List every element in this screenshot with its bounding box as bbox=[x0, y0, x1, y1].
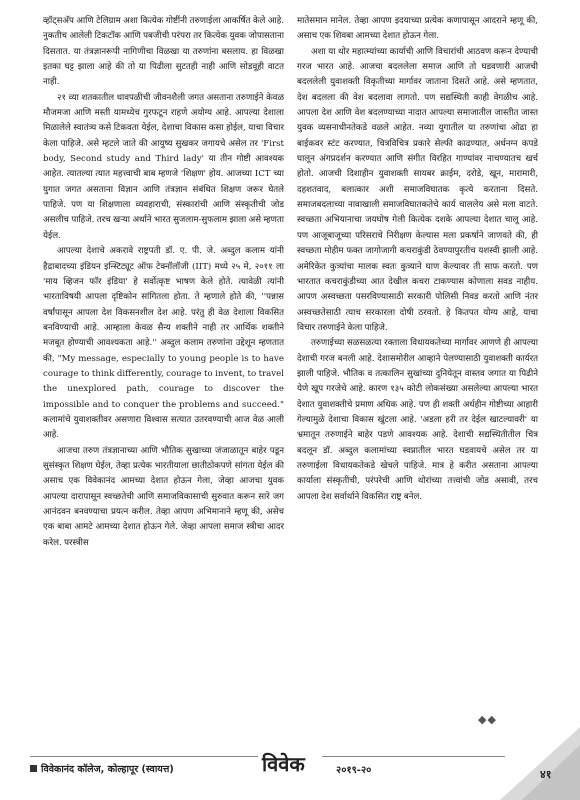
paragraph-3: आपल्या देशाचे अकरावे राष्ट्रपती डॉ. ए. पी. जे. अब्दुल कलाम यांनी हैद्राबादच्या इंडियन इन्स्टिट्यूट ऑफ टेक्नॉलॉजी (IIT) मध्ये २५ मे, २०११ ला 'माय व्हिजन फॉर इंडिया' हे सर्वोत्कृष्ट भाषण केले होते. त्यावेळी त्यांनी भारताविषयी आपला दृष्टिकोन सांगितला होता. ते म्हणाले होते की, ''पन्नास वर्षांपासून आपला देश विकसनशील देश आहे. परंतु ही वेळ देशाला विकसित बनविण्याची आहे. आम्हाला केवळ सैन्य शक्तीने नाही तर आर्थिक शक्तीने मजबूत होण्याची आवश्यकता आहे.'' अब्दुल कलाम तरुणांना उद्देशून म्हणतात की, "My message, especially to young people is to have courage to think differently, courage to invent, to travel the unexplored path, courage to discover the impossible and to conquer the problems and succeed." कलामांचे युवाशक्तीवर असणारा विश्वास सत्यात उतरवण्याची आज वेळ आली आहे. bbox=[43, 246, 284, 441]
paragraph-6: अशा या थोर महात्म्यांच्या कार्याची आणि विचारांची आठवण करून देण्याची गरज भारत आहे. आजचा बदललेला समाज आणि तो घडवणारी आजची बदललेली युवाशक्ती विकृतीच्या मार्गावर जाताना दिसते आहे. असे म्हणतात, देश बदलला की वेश बदलावा लागतो. पण सद्यस्थिती काही वेगळीच आहे. आपला देश आणि वेश बदलण्याच्या नादात आपल्या समाजातील जास्तीत जास्त युवक व्यसनाधीनतेकडे वळले आहेत. नव्या युगातील या तरुणांचा ओढा हा बाईकवर स्टंट करण्यात, चित्रविचित्र प्रकारे सेल्फी काढण्यात, अर्धनग्न कपडे घालून अंगप्रदर्शन करण्यात आणि संगीत विरहित गाण्यांवर नाचण्यातच खर्च होतो. आजची दिशाहीन युवाशक्ती सायबर क्राईम, दरोडे, खून, मारामारी, दहशतवाद, बलात्कार अशी समाजविघातक कृत्ये करताना दिसते. समाजबदलाच्या नावाखाली समाजविघातकतेचे कार्य चाललेय असे मला वाटते. स्वच्छता अभियानाचा जयघोष गेली कित्येक दशके आपल्या देशात चालू आहे. पण आजूबाजूच्या परिसराचे निरीक्षण केल्यास मला प्रकर्षाने जाणवते की, ही स्वच्छता मोहीम फक्त जागोजागी कचराकुंडी ठेवण्यापुरतीच यशस्वी झाली आहे. अमेरिकेत कुत्र्यांचा मालक स्वतः कुत्र्याने घाण केल्यावर ती साफ करतो. पण भारतात कचराकुंडीच्या आत देखील कचरा टाकण्यास कोणाला सवड नाहीय. आपण अस्वच्छता पसरविण्यासाठी सरकारी पोलिसी निवड करतो आणि नंतर अस्वच्छतेसाठी त्याच सरकारला दोषी ठरवतो. हे कितपत योग्य आहे, याचा विचार तरुणाईने केला पाहिजे. bbox=[297, 46, 538, 333]
square-bullet-icon bbox=[30, 765, 37, 772]
paragraph-7: तरुणाईच्या सळसळत्या रक्ताला विधायकतेच्या मार्गावर आणणे ही आपल्या देशाची गरज बनली आहे. देशासमोरील आव्हाने पेलण्यासाठी युवाशक्ती कार्यरत झाली पाहिजे. भौतिक व तत्कालिन सुखांच्या दुनियेतून वास्तव जगात या पिढीने येणे खूप गरजेचे आहे. कारण १३५ कोटी लोकसंख्या असलेल्या आपल्या भारत देशात युवाशक्तीचे प्रमाण अधिक आहे. पण ही शक्ती अर्धहीन गोष्टीच्या आहारी गेल्यामुळे देशाचा विकास खुंटला आहे. 'अडला हरी तर देईल खाटल्यावरी' या भ्रमातून तरुणाईने बाहेर पडणे आवश्यक आहे. देशाची सद्यस्थितीतील चित्र बदलून डॉ. अब्दुल कलामांच्या स्वप्नातील भारत घडवायचे असेल तर या तरुणाईला विधायकतेकडे खेचले पाहिजे. मात्र हे करीत असताना आपल्या कार्याला संस्कृतीची, परंपरेची आणि थोरांच्या तत्त्वांची जोड असावी, तरच आपला देश सर्वार्थाने विकसित राष्ट्र बनेल. bbox=[297, 338, 538, 502]
footer-college bbox=[30, 762, 174, 775]
footer-year: २०१९-२० bbox=[336, 765, 372, 776]
college-name: विवेकानंद कॉलेज, कोल्हापूर (स्वायत्त) bbox=[41, 764, 174, 775]
left-column bbox=[43, 14, 284, 551]
page-number: ४१ bbox=[540, 768, 552, 781]
right-column bbox=[297, 14, 538, 505]
end-mark: ◆◆ bbox=[478, 713, 497, 726]
paragraph-4: आजचा तरुण तंत्रज्ञानाच्या आणि भौतिक सुखाच्या जंजाळातून बाहेर पडून सुसंस्कृत शिक्षण घेईल, तेव्हा प्रत्येक भारतीयाला छातीठोकपणे सांगता येईल की असाच एक विवेकानंद आमच्या देशात होऊन गेला, जेव्हा आजचा युवक आपल्या दारापासून स्वच्छतेची आणि समाजविकासाची सुरुवात करून सारे जग आनंदवन बनवण्याचा प्रयत्न करील. तेव्हा आपण अभिमानाने म्हणू की, असेच एक बाबा आमटे आमच्या देशात होऊन गेले. जेव्हा आपला समाज स्त्रीचा आदर करेल. परस्त्रीस bbox=[43, 445, 284, 548]
paragraph-5: मातेसमान मानेल. तेव्हा आपण इदयाच्या प्रत्येक कणापासून आदराने म्हणू की, असाच एक शिवबा आमच्या देशात होऊन गेला. bbox=[297, 16, 538, 42]
paragraph-1: व्हॉट्सअ‍ॅप आणि टेलिग्राम अशा कित्येक गोष्टींनी तरुणाईला आकर्षित केले आहे. नुकतीच आलेली टिकटॉक आणि पबजीची परंपरा तर कित्येक युवक जोपासताना दिसतात. या तंत्रज्ञानरूपी नागिणीचा विळखा या तरुणांना बसलाय. हा विळखा इतका घट्ट झाला आहे की तो या पिढीला सुटतही नाही आणि सोडवूही वाटत नाही. bbox=[43, 16, 284, 88]
magazine-logo: विवेक bbox=[262, 752, 305, 776]
paragraph-2: २१ व्या शतकातील धावपळीची जीवनशैली जगत असताना तरुणाईने केवळ मौजमजा आणि मस्ती यामध्येच गुरफटून राहणे अयोग्य आहे. आपल्या देशाला मिळालेले स्वातंत्र्य कसे टिकवता येईल, देशाचा विकास कसा होईल, याचा विचार केला पाहिजे. असे म्हटले जाते की आयुष्य सुखकर जगायचे असेल तर 'First body, Second study and Third lady' या तीन गोष्टी आवश्यक आहेत. त्यातल्या त्यात महत्त्वाची बाब म्हणजे 'शिक्षण' होय. आजच्या ICT च्या युगात जगत असताना विज्ञान आणि तंत्रज्ञान संबंधित शिक्षण जरूर घेतले पाहिजे. पण या शिक्षणाला व्यवहाराची, संस्कारांची आणि संस्कृतीची जोड असलीच पाहिजे. तरच खऱ्या अर्थाने भारत सुजलाम-सुफलाम झाला असे म्हणता येईल. bbox=[43, 92, 284, 241]
page-corner-decoration bbox=[500, 727, 580, 800]
